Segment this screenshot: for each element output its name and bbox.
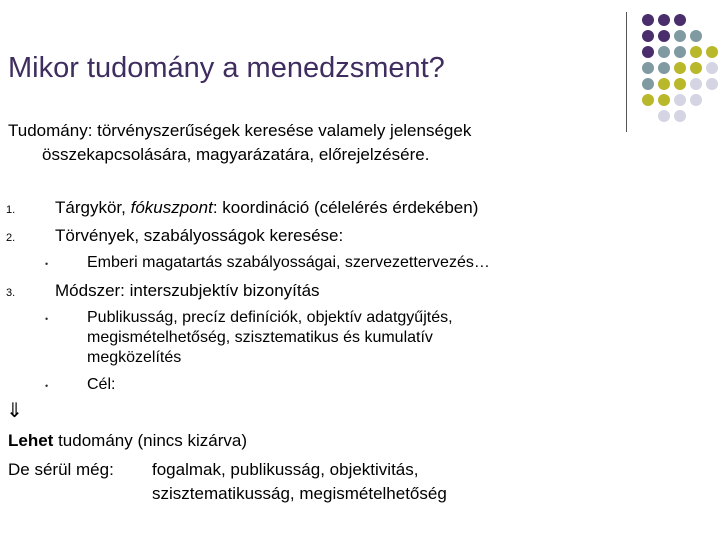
deco-dot: [674, 62, 686, 74]
bullet-icon: •: [45, 259, 49, 269]
deco-dot: [658, 78, 670, 90]
definition-line-1: Tudomány: törvényszerűségek keresése valamely jelenségek: [8, 121, 472, 140]
deco-dot: [658, 94, 670, 106]
conclusion-bold: Lehet: [8, 431, 54, 450]
list-item-2-sub: Emberi magatartás szabályosságai, szervezettervezés…: [87, 254, 490, 271]
deco-dot: [706, 78, 718, 90]
list-item-1: [55, 198, 478, 218]
deco-dot: [674, 110, 686, 122]
deco-dot: [658, 62, 670, 74]
deco-dot: [642, 94, 654, 106]
deco-dot: [642, 14, 654, 26]
list-item-1-pre: Tárgykör,: [55, 198, 131, 217]
conclusion-line: [8, 431, 247, 451]
damage-line-1: fogalmak, publikusság, objektivitás,: [152, 460, 419, 479]
deco-dot: [658, 110, 670, 122]
list-item-3-sub1-line1: Publikusság, precíz definíciók, objektív adatgyűjtés,: [87, 309, 453, 326]
deco-dot: [658, 30, 670, 42]
deco-dot: [642, 62, 654, 74]
list-item-3: Módszer: interszubjektív bizonyítás: [55, 281, 320, 300]
deco-dot: [690, 62, 702, 74]
deco-dot: [674, 94, 686, 106]
list-item-2: Törvények, szabályosságok keresése:: [55, 226, 344, 245]
deco-dot: [658, 14, 670, 26]
list-item-1-post: : koordináció (célelérés érdekében): [212, 198, 479, 217]
list-item-3-sub1-line2: megismételhetőség, szisztematikus és kumulatív: [87, 329, 433, 346]
deco-dot: [706, 46, 718, 58]
deco-dot: [690, 30, 702, 42]
bullet-icon: •: [45, 381, 49, 391]
slide-title: Mikor tudomány a menedzsment?: [8, 52, 445, 84]
bullet-icon: •: [45, 314, 49, 324]
deco-dot: [642, 46, 654, 58]
list-number-2: 2.: [6, 232, 16, 244]
deco-dot: [674, 78, 686, 90]
damage-label: De sérül még:: [8, 460, 114, 479]
decorative-dot-grid: [640, 14, 720, 124]
deco-dot: [642, 78, 654, 90]
list-number-1: 1.: [6, 204, 16, 216]
deco-dot: [658, 46, 670, 58]
deco-dot: [674, 30, 686, 42]
list-item-3-sub1-line3: megközelítés: [87, 349, 182, 366]
deco-dot: [690, 94, 702, 106]
list-item-3-sub2: Cél:: [87, 376, 116, 393]
conclusion-rest: tudomány (nincs kizárva): [53, 431, 248, 450]
deco-dot: [674, 46, 686, 58]
down-arrow-icon: ⇓: [6, 400, 23, 422]
deco-dot: [690, 78, 702, 90]
deco-dot: [642, 30, 654, 42]
list-number-3: 3.: [6, 287, 16, 299]
deco-dot: [690, 46, 702, 58]
definition-line-2: összekapcsolására, magyarázatára, előrejelzésére.: [42, 145, 430, 164]
deco-dot: [674, 14, 686, 26]
damage-line-2: szisztematikusság, megismételhetőség: [152, 484, 447, 503]
deco-dot: [706, 62, 718, 74]
divider-line: [626, 12, 627, 132]
list-item-1-emphasis: fókuszpont: [130, 198, 213, 217]
